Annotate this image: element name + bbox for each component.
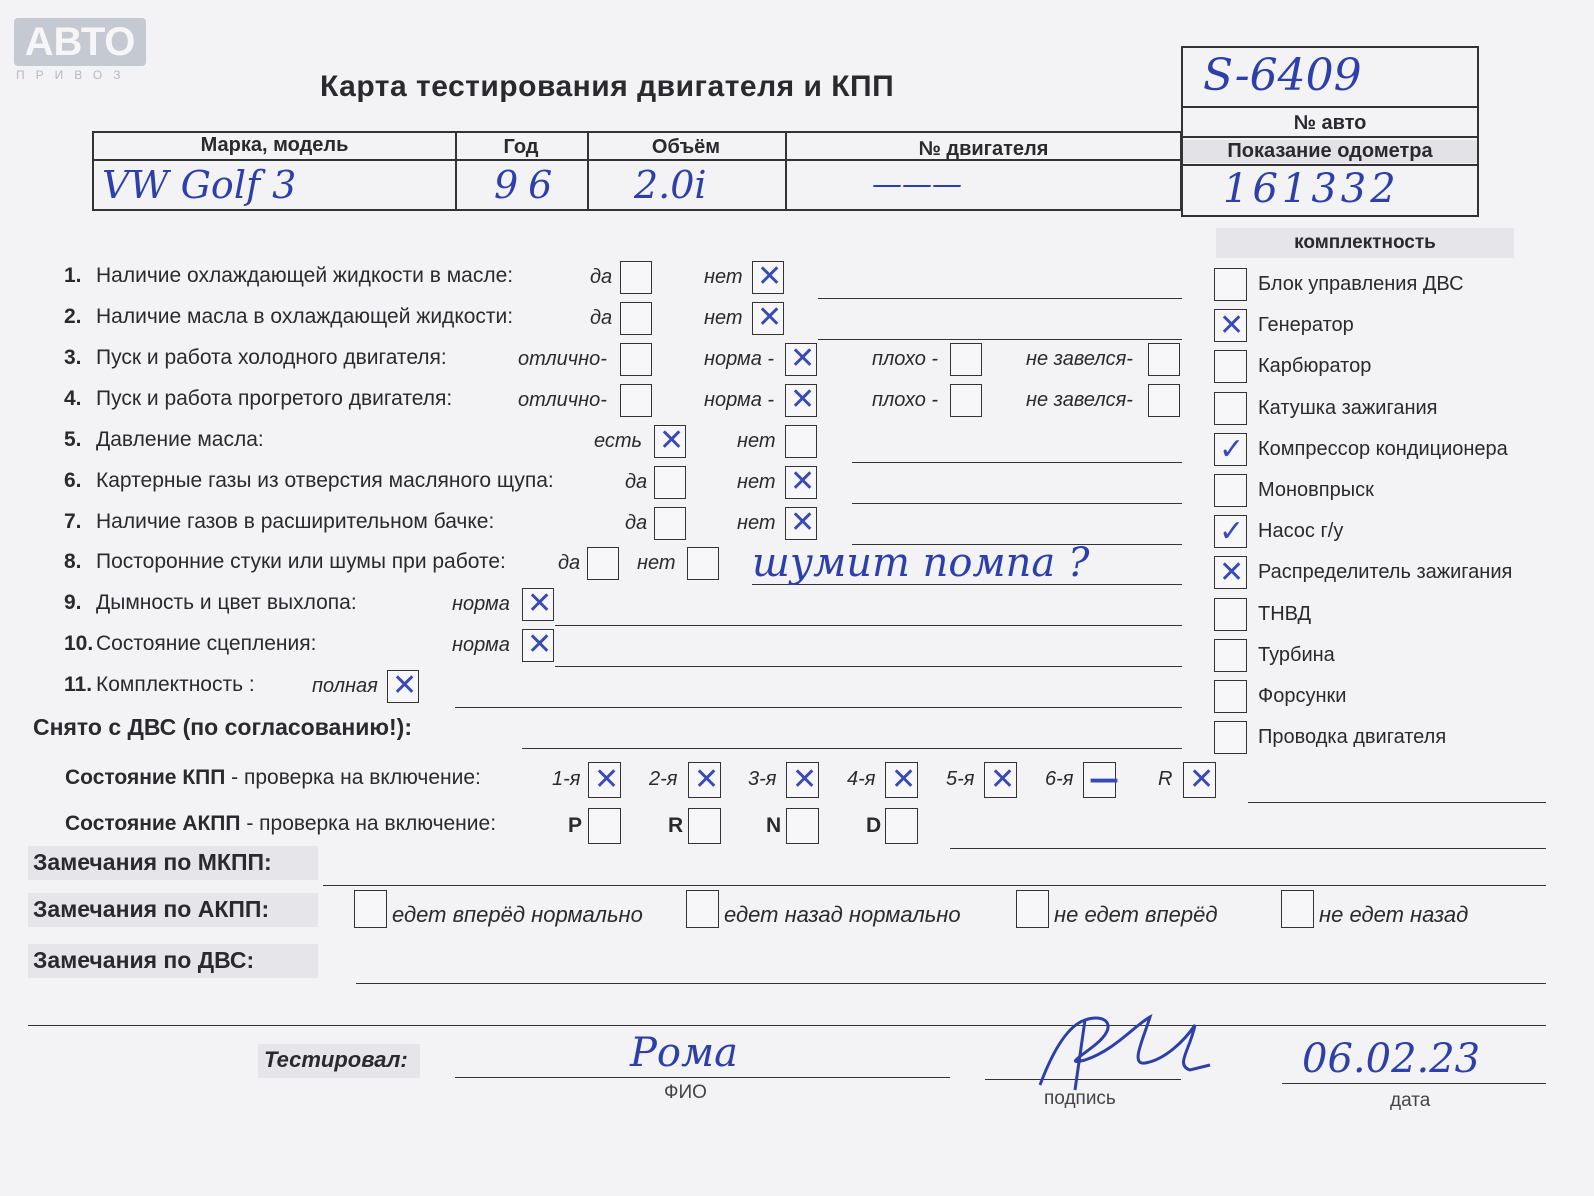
x-mark-icon: ✕ [392,668,418,703]
checkbox[interactable] [785,507,817,540]
x-mark-icon: ✕ [757,259,783,294]
remarks-mkpp-label: Замечания по МКПП: [33,849,272,875]
x-mark-icon: ✕ [594,762,620,797]
completeness-checkbox[interactable] [1214,680,1247,713]
gear-label: 3-я [748,768,777,790]
fio-label: ФИО [664,1082,707,1103]
option-label: да [625,471,648,493]
logo-subtitle: ПРИВОЗ [16,68,132,82]
option-label: норма [452,634,510,656]
row-label: Пуск и работа холодного двигателя: [96,346,447,369]
gear-checkbox[interactable] [688,762,721,798]
x-mark-icon: ✕ [757,300,783,335]
completeness-checkbox[interactable] [1214,598,1247,631]
odometer-value: 161332 [1223,166,1400,212]
x-mark-icon: ✕ [659,423,685,458]
x-mark-icon: ✕ [790,341,816,376]
completeness-label: Карбюратор [1258,355,1372,377]
row-label: Наличие газов в расширительном бачке: [96,510,495,533]
checkbox[interactable] [752,302,784,335]
akpp-line[interactable] [950,848,1546,849]
completeness-label: Форсунки [1258,685,1347,707]
checkbox[interactable] [654,507,686,540]
completeness-label: ТНВД [1258,603,1312,625]
option-label: норма - [704,348,775,370]
x-mark-icon: ✕ [694,762,720,797]
checkbox[interactable] [950,384,982,417]
row-label: Картерные газы из отверстия масляного щупа: [96,469,554,492]
gear-checkbox[interactable] [786,762,819,798]
mode-checkbox[interactable] [588,808,621,844]
mode-checkbox[interactable] [688,808,721,844]
completeness-checkbox[interactable] [1214,721,1247,754]
completeness-label: Распределитель зажигания [1258,561,1513,583]
option-label: нет [704,307,743,329]
checkbox[interactable] [785,343,817,376]
checkbox[interactable] [785,425,817,458]
row-number: 9. [64,591,82,614]
answer-line[interactable] [818,339,1182,340]
check-mark-icon: ✓ [1219,514,1245,549]
completeness-label: Проводка двигателя [1258,726,1447,748]
row-number: 6. [64,469,82,492]
row-label: Давление масла: [96,428,264,451]
checkbox[interactable] [785,384,817,417]
row-label: Дымность и цвет выхлопа: [96,591,357,614]
gear-checkbox[interactable] [588,762,621,798]
checkbox[interactable] [785,466,817,499]
kpp-line[interactable] [1248,802,1546,803]
akpp-option-label: не едет назад [1319,902,1469,927]
kpp-label: Состояние КПП - проверка на включение: [65,766,481,789]
odometer-header: Показание одометра [1183,140,1477,163]
completeness-label: Блок управления ДВС [1258,273,1464,295]
date-value: 06.02.23 [1302,1036,1481,1082]
option-label: плохо - [872,348,939,370]
answer-line[interactable] [555,625,1182,626]
option-label: плохо - [872,389,939,411]
option-label: нет [737,430,776,452]
x-mark-icon: ✕ [990,762,1016,797]
row-label: Состояние сцепления: [96,632,317,655]
akpp-option-label: едет вперёд нормально [392,902,643,927]
checkbox[interactable] [620,302,652,335]
completeness-label: Моновпрыск [1258,479,1374,501]
mode-label: D [866,814,882,837]
row-number: 7. [64,510,82,533]
tester-name: Рома [630,1030,739,1076]
gear-label: 4-я [847,768,876,790]
row-number: 1. [64,264,82,287]
completeness-checkbox[interactable] [1214,639,1247,672]
option-label: нет [737,471,776,493]
checkbox[interactable] [522,588,554,621]
checkbox[interactable] [950,343,982,376]
checkbox[interactable] [687,547,719,580]
option-label: нет [637,552,676,574]
mode-label: N [766,814,782,837]
akpp-option-checkbox[interactable] [1281,890,1314,928]
dash-mark-icon: — [1089,762,1119,797]
fio-line[interactable] [455,1077,950,1078]
completeness-label: Турбина [1258,644,1335,666]
stock-number-box [1181,46,1479,108]
akpp-option-label: не едет вперёд [1054,902,1218,927]
stock-number: S-6409 [1203,50,1362,101]
option-label: не завелся- [1026,389,1133,411]
mode-checkbox[interactable] [786,808,819,844]
mode-label: P [568,814,583,837]
checkbox[interactable] [620,384,652,417]
row-label: Пуск и работа прогретого двигателя: [96,387,453,410]
gear-label: 6-я [1045,768,1074,790]
option-label: да [590,266,613,288]
option-label: да [590,307,613,329]
row-label: Комплектность : [96,673,255,696]
row-label: Наличие охлаждающей жидкости в масле: [96,264,514,287]
remarks-dvs-line-2[interactable] [28,1025,1546,1026]
completeness-label: Насос г/у [1258,520,1344,542]
option-label: да [625,512,648,534]
answer-line[interactable] [455,707,1182,708]
row-number: 3. [64,346,82,369]
checkbox[interactable] [387,670,419,703]
note-row-8: шумит помпа ? [752,540,1090,586]
completeness-checkbox[interactable] [1214,515,1247,548]
completeness-checkbox[interactable] [1214,350,1247,383]
completeness-label: Компрессор кондиционера [1258,438,1508,460]
gear-label: R [1158,768,1173,790]
option-label: отлично- [518,389,607,411]
completeness-checkbox[interactable] [1214,474,1247,507]
page-title: Карта тестирования двигателя и КПП [320,70,895,103]
checkbox[interactable] [620,261,652,294]
akpp-option-checkbox[interactable] [354,890,387,928]
row-label: Посторонние стуки или шумы при работе: [96,550,506,573]
engine-value: ——— [872,167,962,202]
row-number: 8. [64,550,82,573]
remarks-dvs-label: Замечания по ДВС: [33,947,255,973]
gear-checkbox[interactable] [885,762,918,798]
completeness-label: Катушка зажигания [1258,397,1438,419]
row-label: Наличие масла в охлаждающей жидкости: [96,305,514,328]
gear-label: 5-я [946,768,975,790]
option-label: нет [704,266,743,288]
brand-value: VW Golf 3 [102,163,297,207]
x-mark-icon: ✕ [527,627,553,662]
date-label: дата [1390,1090,1431,1111]
x-mark-icon: ✕ [1189,762,1215,797]
tested-label: Тестировал: [264,1047,408,1072]
year-value: 96 [494,163,563,207]
option-label: не завелся- [1026,348,1133,370]
checkbox[interactable] [752,261,784,294]
akpp-label: Состояние АКПП - проверка на включение: [65,812,497,835]
completeness-title: комплектность [1294,232,1436,253]
x-mark-icon: ✕ [792,762,818,797]
mode-checkbox[interactable] [885,808,918,844]
removed-line[interactable] [522,748,1182,749]
answer-line[interactable] [852,503,1182,504]
remarks-akpp-label: Замечания по АКПП: [33,896,270,922]
option-label: отлично- [518,348,607,370]
volume-header: Объём [651,136,721,158]
removed-label: Снято с ДВС (по согласованию!): [33,714,412,740]
akpp-option-checkbox[interactable] [686,890,719,928]
check-mark-icon: ✓ [1219,432,1245,467]
completeness-checkbox[interactable] [1214,392,1247,425]
answer-line[interactable] [555,666,1182,667]
checkbox[interactable] [654,425,686,458]
checkbox[interactable] [587,547,619,580]
akpp-option-label: едет назад нормально [724,902,961,927]
row-number: 5. [64,428,82,451]
brand-header: Марка, модель [200,134,349,156]
option-label: норма [452,593,510,615]
signature-label: подпись [1044,1088,1116,1109]
gear-checkbox[interactable] [984,762,1017,798]
x-mark-icon: ✕ [790,505,816,540]
car-number-header: № авто [1293,112,1367,134]
x-mark-icon: ✕ [790,382,816,417]
completeness-checkbox[interactable] [1214,309,1247,342]
mode-label: R [668,814,684,837]
completeness-checkbox[interactable] [1214,268,1247,301]
completeness-checkbox[interactable] [1214,556,1247,589]
x-mark-icon: ✕ [1219,308,1245,343]
odometer-block [1181,108,1479,217]
x-mark-icon: ✕ [790,464,816,499]
remarks-dvs-line[interactable] [356,983,1546,984]
engine-header: № двигателя [918,138,1049,160]
gear-checkbox[interactable] [1183,762,1216,798]
row-number: 2. [64,305,82,328]
logo: АВТО [14,18,146,66]
gear-checkbox[interactable] [1083,762,1119,798]
x-mark-icon: ✕ [527,586,553,621]
answer-line[interactable] [818,298,1182,299]
completeness-checkbox[interactable] [1214,433,1247,466]
row-number: 10. [64,632,94,655]
option-label: норма - [704,389,775,411]
akpp-option-checkbox[interactable] [1016,890,1049,928]
signature-image [1025,1005,1225,1095]
year-header: Год [503,136,539,158]
option-label: нет [737,512,776,534]
gear-label: 1-я [552,768,581,790]
row-number: 11. [64,673,93,696]
answer-line[interactable] [852,462,1182,463]
option-label: полная [312,675,378,697]
checkbox[interactable] [1148,343,1180,376]
checkbox[interactable] [654,466,686,499]
checkbox[interactable] [522,629,554,662]
option-label: есть [594,430,643,452]
volume-value: 2.0i [634,163,707,207]
checkbox[interactable] [620,343,652,376]
x-mark-icon: ✕ [1219,555,1245,590]
remarks-mkpp-line[interactable] [323,885,1546,886]
row-number: 4. [64,387,82,410]
header-table [92,131,1182,211]
gear-label: 2-я [649,768,678,790]
date-line[interactable] [1282,1083,1546,1084]
completeness-label: Генератор [1258,314,1354,336]
option-label: да [558,552,581,574]
x-mark-icon: ✕ [891,762,917,797]
checkbox[interactable] [1148,384,1180,417]
